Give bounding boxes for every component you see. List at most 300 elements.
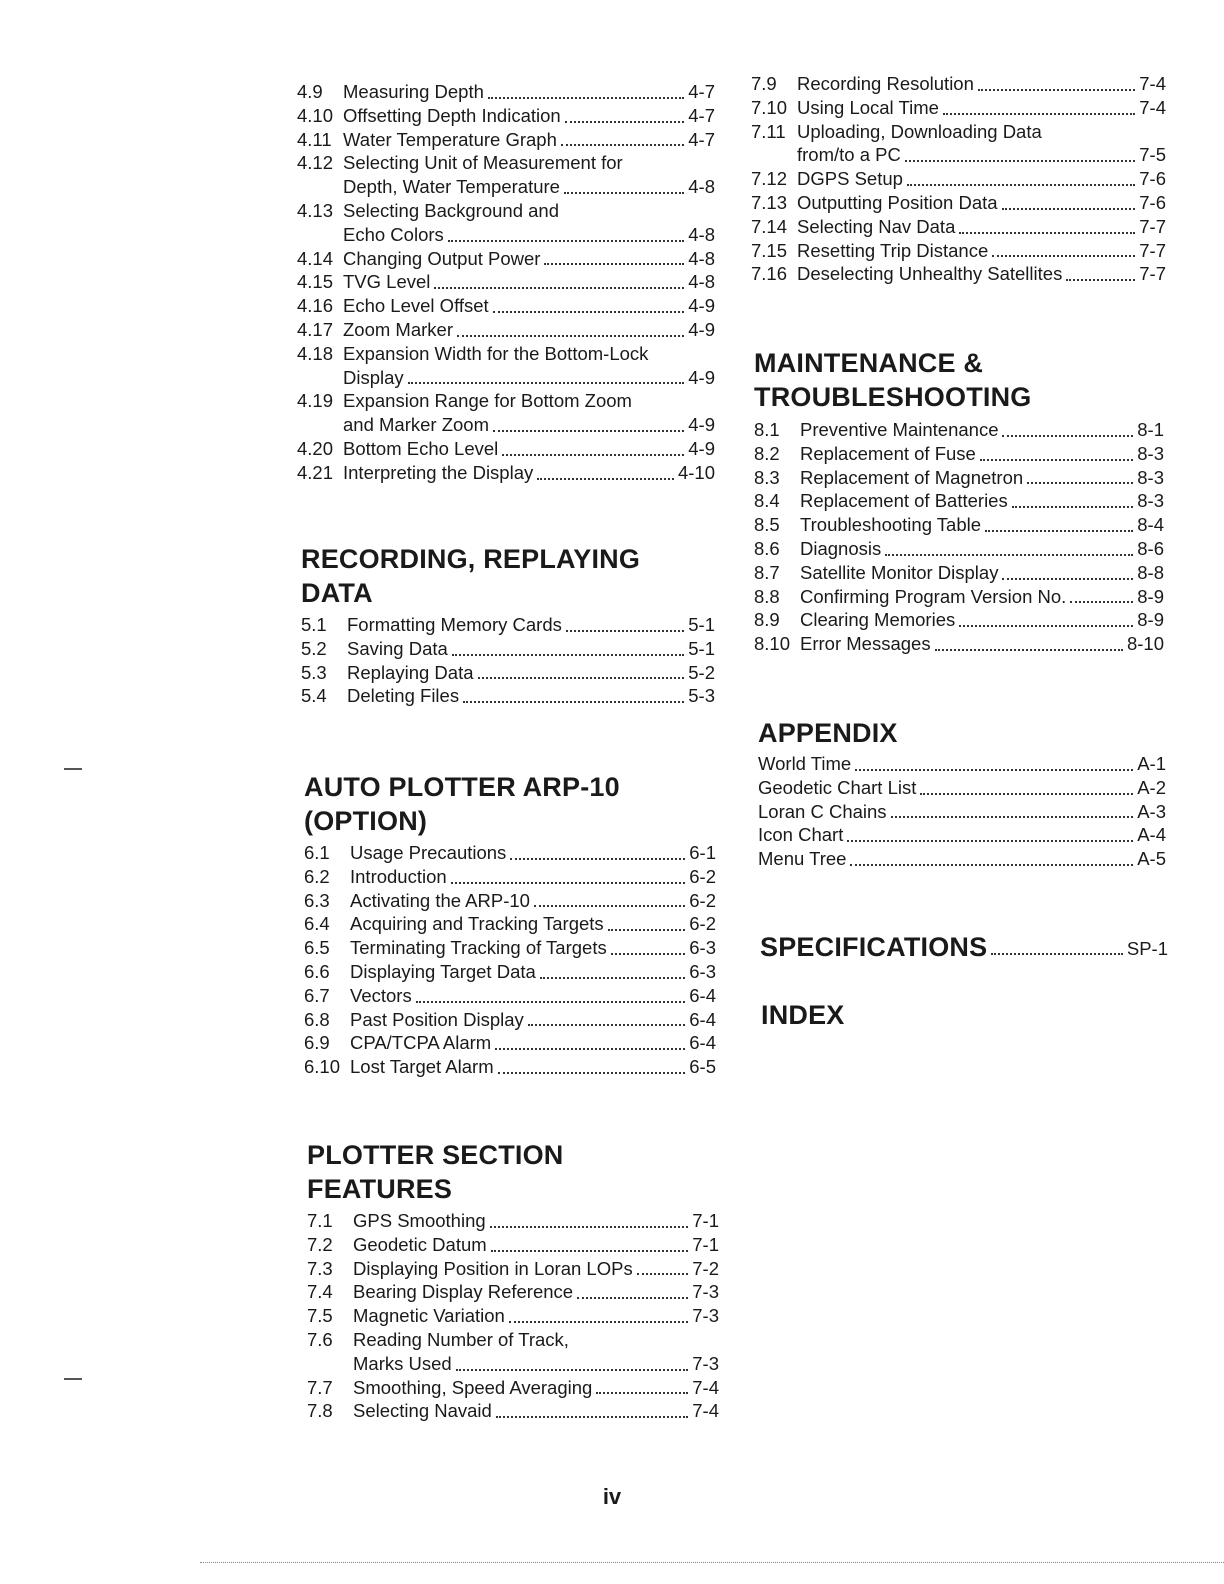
entry-number: 6.8 [304,1008,330,1030]
page-number: 4-7 [688,104,715,126]
page-number: 7-7 [1139,215,1166,237]
margin-mark [64,1378,82,1380]
toc-entry [754,513,1164,537]
dot-leader [457,335,684,337]
dot-leader [502,454,684,456]
page-number: 4-8 [688,247,715,269]
section-specifications [760,930,1168,964]
entry-title: Using Local Time [797,96,939,118]
page-number: 4-10 [677,461,715,483]
page-number: 7-3 [692,1305,719,1327]
dot-leader [488,97,684,99]
toc-entry [304,841,716,865]
entry-title: Bearing Display Reference [353,1281,574,1303]
toc-entry [754,418,1164,442]
page-number: 8-9 [1137,609,1164,631]
dot-leader [985,530,1133,532]
entry-title: Terminating Tracking of Targets [350,937,607,959]
entry-number: 7.10 [751,96,788,118]
entry-title: Clearing Memories [800,609,956,631]
page-number: 7-6 [1139,168,1166,190]
toc-entry [751,191,1166,215]
entry-number: 8.1 [754,419,780,440]
toc-entry [304,984,716,1008]
toc-entry [297,104,715,128]
toc-entry [758,823,1166,847]
toc-entry [301,637,715,661]
page-number: 4-7 [688,128,715,150]
entry-title: Geodetic Datum [353,1233,487,1255]
dot-leader [566,630,684,632]
toc-section-4 [297,80,715,485]
entry-number: 4.12 [297,152,334,174]
entry-title: Selecting Nav Data [797,215,956,237]
dot-leader [490,1226,689,1228]
dot-leader [885,554,1133,556]
entry-number: 4.19 [297,390,334,412]
dot-leader [611,953,686,955]
entry-number: 7.4 [307,1281,333,1303]
toc-entry [304,912,716,936]
dot-leader [1002,435,1133,437]
entry-title: Bottom Echo Level [343,437,499,459]
page-number: 4-8 [688,223,715,245]
dot-leader [510,858,685,860]
dot-leader [537,478,674,480]
entry-title: Water Temperature Graph [343,128,557,150]
toc-entry [307,1209,719,1233]
entry-title: Vectors [350,984,412,1006]
page-number: 6-5 [689,1056,716,1078]
toc-entry [301,613,715,637]
page-number: 6-2 [689,889,716,911]
entry-number: 4.17 [297,318,334,340]
entry-title: Echo Level Offset [343,295,489,317]
dot-leader [1027,482,1133,484]
entry-title: DGPS Setup [797,168,903,190]
toc-entry [751,167,1166,191]
entry-number: 7.8 [307,1400,333,1422]
dot-leader [408,382,685,384]
entry-number: 4.18 [297,342,334,364]
section-heading: DATA [301,578,373,608]
page-number: 7-1 [692,1210,719,1231]
dot-leader [491,1250,689,1252]
page-number: 6-2 [689,865,716,887]
page-number: 7-4 [1139,96,1166,118]
section-heading: TROUBLESHOOTING [754,382,1032,412]
dot-leader [544,263,684,265]
page-number: 8-9 [1137,585,1164,607]
entry-title: Icon Chart [758,824,844,846]
dot-leader [891,816,1134,818]
entry-title: Usage Precautions [350,842,507,863]
toc-entry [297,199,715,247]
entry-number: 7.6 [307,1328,333,1350]
page-number: 8-1 [1137,419,1164,440]
entry-title: Diagnosis [800,537,882,559]
dot-leader [495,1048,685,1050]
toc-entry [304,936,716,960]
dot-leader [496,1416,688,1418]
toc-entry [301,661,715,685]
entry-number: 4.15 [297,271,334,293]
entry-number: 4.14 [297,247,334,269]
entry-title: Interpreting the Display [343,461,534,483]
dot-leader [452,654,684,656]
dot-leader [847,840,1133,842]
section-heading: FEATURES [307,1174,453,1204]
entry-title: Replaying Data [347,661,474,683]
entry-title: Saving Data [347,637,448,659]
toc-entry [307,1280,719,1304]
entry-title: Replacement of Magnetron [800,466,1024,488]
page-number: 5-2 [688,661,715,683]
entry-title: Resetting Trip Distance [797,239,989,261]
page-number: 6-4 [689,1032,716,1054]
toc-entry [297,151,715,199]
dot-leader [451,882,686,884]
entry-number: 5.1 [301,614,327,635]
section-heading: INDEX [761,1000,845,1030]
entry-number: 7.16 [751,263,788,285]
toc-entry [751,262,1166,286]
page-number: 6-1 [689,842,716,863]
entry-title-continued: and Marker Zoom [343,414,489,436]
page-footer-number: iv [602,1484,622,1509]
page-number: 8-3 [1137,442,1164,464]
entry-title-continued: Marks Used [353,1352,452,1374]
page-number: 7-7 [1139,263,1166,285]
page-number: 5-1 [688,614,715,635]
dot-leader [498,1072,686,1074]
toc-entry [751,96,1166,120]
dot-leader [992,255,1135,257]
toc-entry [297,437,715,461]
page-number: 4-9 [688,437,715,459]
page-number: SP-1 [1126,938,1168,959]
entry-title: Expansion Range for Bottom Zoom [343,390,632,412]
entry-number: 5.4 [301,685,327,707]
entry-number: 6.10 [304,1056,341,1078]
toc-entry [754,489,1164,513]
toc-entry [751,215,1166,239]
entry-number: 7.11 [751,120,786,142]
toc-entry [758,800,1166,824]
dot-leader [577,1297,688,1299]
page-number: 4-9 [688,295,715,317]
left-column [297,80,715,485]
toc-entry [751,120,1166,168]
page-number: A-2 [1137,776,1166,798]
entry-number: 4.21 [297,461,334,483]
toc-entry [304,960,716,984]
entry-title: Acquiring and Tracking Targets [350,913,604,935]
page-number: 8-3 [1137,466,1164,488]
entry-title: Troubleshooting Table [800,514,982,536]
entry-title: Geodetic Chart List [758,776,917,798]
entry-number: 7.14 [751,215,788,237]
entry-title: TVG Level [343,271,431,293]
entry-number: 7.5 [307,1305,333,1327]
entry-number: 6.7 [304,984,330,1006]
entry-number: 7.15 [751,239,788,261]
page-number: 7-4 [1139,73,1166,94]
entry-number: 4.16 [297,295,334,317]
entry-number: 8.4 [754,490,780,512]
entry-number: 8.9 [754,609,780,631]
page-number: 8-10 [1126,633,1164,655]
section-heading: PLOTTER SECTION [307,1140,564,1170]
page-number: A-3 [1137,800,1166,822]
entry-title: Deleting Files [347,685,460,707]
dot-leader [920,793,1133,795]
dot-leader [534,905,685,907]
dot-leader [456,1369,689,1371]
section-index [761,998,845,1032]
entry-title: Loran C Chains [758,800,887,822]
dot-leader [509,1321,688,1323]
dot-leader [493,430,684,432]
entry-number: 4.9 [297,81,323,102]
section-auto-plotter [304,770,716,1079]
entry-number: 6.6 [304,960,330,982]
entry-number: 8.8 [754,585,780,607]
entry-title: Selecting Navaid [353,1400,492,1422]
toc-entry [754,561,1164,585]
section-maintenance [754,346,1164,656]
dot-leader [905,160,1135,162]
page-number: 7-6 [1139,191,1166,213]
toc-entry [297,318,715,342]
entry-number: 7.1 [307,1210,333,1231]
entry-title: Recording Resolution [797,73,974,94]
entry-title: Displaying Target Data [350,960,536,982]
toc-entry [754,442,1164,466]
section-appendix [758,716,1166,871]
toc-entry [297,270,715,294]
entry-title: Offsetting Depth Indication [343,104,561,126]
entry-title: Introduction [350,865,447,887]
entry-title: GPS Smoothing [353,1210,486,1231]
entry-number: 4.13 [297,199,334,221]
entry-title: Uploading, Downloading Data [797,120,1042,142]
page-number: 4-7 [688,81,715,102]
dot-leader [434,287,684,289]
toc-entry [304,1055,716,1079]
entry-title: CPA/TCPA Alarm [350,1032,492,1054]
toc-entry [751,72,1166,96]
bottom-rule [200,1562,1224,1563]
dot-leader [1070,601,1133,603]
section-heading: (OPTION) [304,806,428,836]
entry-number: 4.10 [297,104,334,126]
dot-leader [448,240,684,242]
toc-entry [297,461,715,485]
entry-title: Selecting Unit of Measurement for [343,152,623,174]
dot-leader [1002,208,1136,210]
page-number: 7-4 [692,1376,719,1398]
toc-entry [307,1376,719,1400]
section-heading: APPENDIX [758,718,898,748]
page-number: 4-9 [688,366,715,388]
entry-number: 8.3 [754,466,780,488]
page-number: 6-2 [689,913,716,935]
page-number: 4-9 [688,318,715,340]
dot-leader [959,625,1133,627]
toc-entry [758,776,1166,800]
dot-leader [959,232,1135,234]
section-heading: MAINTENANCE & [754,348,984,378]
entry-title: Expansion Width for the Bottom-Lock [343,342,649,364]
entry-number: 8.10 [754,633,791,655]
toc-section-7-cont [751,72,1166,286]
entry-title: Preventive Maintenance [800,419,999,440]
section-plotter [307,1138,719,1423]
dot-leader [935,649,1123,651]
page-number: 7-2 [692,1257,719,1279]
entry-number: 8.7 [754,561,780,583]
entry-title: Selecting Background and [343,199,559,221]
page-number: 7-1 [692,1233,719,1255]
page-number: 7-7 [1139,239,1166,261]
entry-title-continued: Display [343,366,404,388]
dot-leader [596,1392,688,1394]
entry-title: Replacement of Fuse [800,442,976,464]
toc-entry [304,1008,716,1032]
page-number: 7-3 [692,1352,719,1374]
page-number: 8-4 [1137,514,1164,536]
dot-leader [1002,578,1133,580]
dot-leader [463,701,684,703]
entry-number: 6.5 [304,937,330,959]
toc-entry [754,608,1164,632]
entry-title-continued: Depth, Water Temperature [343,176,560,198]
page-number: 6-3 [689,960,716,982]
toc-entry [307,1399,719,1423]
toc-entry [754,585,1164,609]
page-number: 5-3 [688,685,715,707]
entry-number: 7.7 [307,1376,333,1398]
entry-title: Magnetic Variation [353,1305,505,1327]
toc-entry [301,684,715,708]
dot-leader [561,144,684,146]
toc-entry [754,466,1164,490]
entry-title: Reading Number of Track, [353,1328,569,1350]
dot-leader [564,192,684,194]
toc-entry [754,632,1164,656]
toc-entry [297,247,715,271]
section-heading: RECORDING, REPLAYING [301,544,641,574]
toc-entry [297,294,715,318]
dot-leader [493,311,685,313]
entry-title: Measuring Depth [343,81,484,102]
entry-number: 6.1 [304,842,330,863]
toc-entry [307,1233,719,1257]
dot-leader [980,459,1133,461]
page-number: A-4 [1137,824,1166,846]
entry-title: Activating the ARP-10 [350,889,530,911]
page-number: 8-8 [1137,561,1164,583]
entry-number: 5.2 [301,637,327,659]
entry-title: Deselecting Unhealthy Satellites [797,263,1063,285]
entry-title: World Time [758,753,852,774]
toc-entry [297,80,715,104]
dot-leader [416,1001,686,1003]
toc-entry [758,752,1166,776]
page-number: 6-4 [689,984,716,1006]
right-column [751,72,1166,286]
entry-number: 7.3 [307,1257,333,1279]
toc-entry [304,889,716,913]
entry-number: 4.20 [297,437,334,459]
page-number: 7-5 [1139,144,1166,166]
dot-leader [565,121,685,123]
dot-leader [608,929,686,931]
toc-entry [304,1031,716,1055]
toc-entry [307,1304,719,1328]
dot-leader [907,184,1135,186]
page-number: A-5 [1137,848,1166,870]
toc-entry [751,239,1166,263]
entry-number: 8.5 [754,514,780,536]
page-number: 4-8 [688,176,715,198]
toc-entry [758,847,1166,871]
entry-title: Error Messages [800,633,931,655]
entry-number: 7.13 [751,191,788,213]
entry-title: Past Position Display [350,1008,524,1030]
dot-leader [637,1273,689,1275]
entry-number: 6.2 [304,865,330,887]
page-number: 8-3 [1137,490,1164,512]
page-number: 7-4 [692,1400,719,1422]
entry-number: 7.12 [751,168,788,190]
entry-number: 6.3 [304,889,330,911]
dot-leader [1012,506,1134,508]
entry-title: Confirming Program Version No. [800,585,1067,607]
entry-title: Menu Tree [758,848,847,870]
entry-title: Satellite Monitor Display [800,561,999,583]
entry-title: Zoom Marker [343,318,453,340]
page-number: 4-8 [688,271,715,293]
entry-title: Formatting Memory Cards [347,614,562,635]
page-number: 4-9 [688,414,715,436]
toc-entry [297,128,715,152]
dot-leader [991,953,1123,955]
dot-leader [540,977,685,979]
page-number: A-1 [1137,753,1166,774]
dot-leader [850,864,1133,866]
page-number: 5-1 [688,637,715,659]
section-heading: SPECIFICATIONS [760,932,988,962]
dot-leader [528,1024,685,1026]
entry-number: 8.6 [754,537,780,559]
entry-title-continued: from/to a PC [797,144,901,166]
dot-leader [943,113,1135,115]
margin-mark [64,768,82,770]
toc-entry [754,537,1164,561]
page-number: 8-6 [1137,537,1164,559]
toc-entry [297,389,715,437]
entry-number: 5.3 [301,661,327,683]
entry-title: Displaying Position in Loran LOPs [353,1257,633,1279]
toc-entry [307,1328,719,1376]
entry-title: Outputting Position Data [797,191,998,213]
page-number: 6-3 [689,937,716,959]
entry-number: 4.11 [297,128,332,150]
entry-title: Changing Output Power [343,247,541,269]
section-heading: AUTO PLOTTER ARP-10 [304,772,620,802]
